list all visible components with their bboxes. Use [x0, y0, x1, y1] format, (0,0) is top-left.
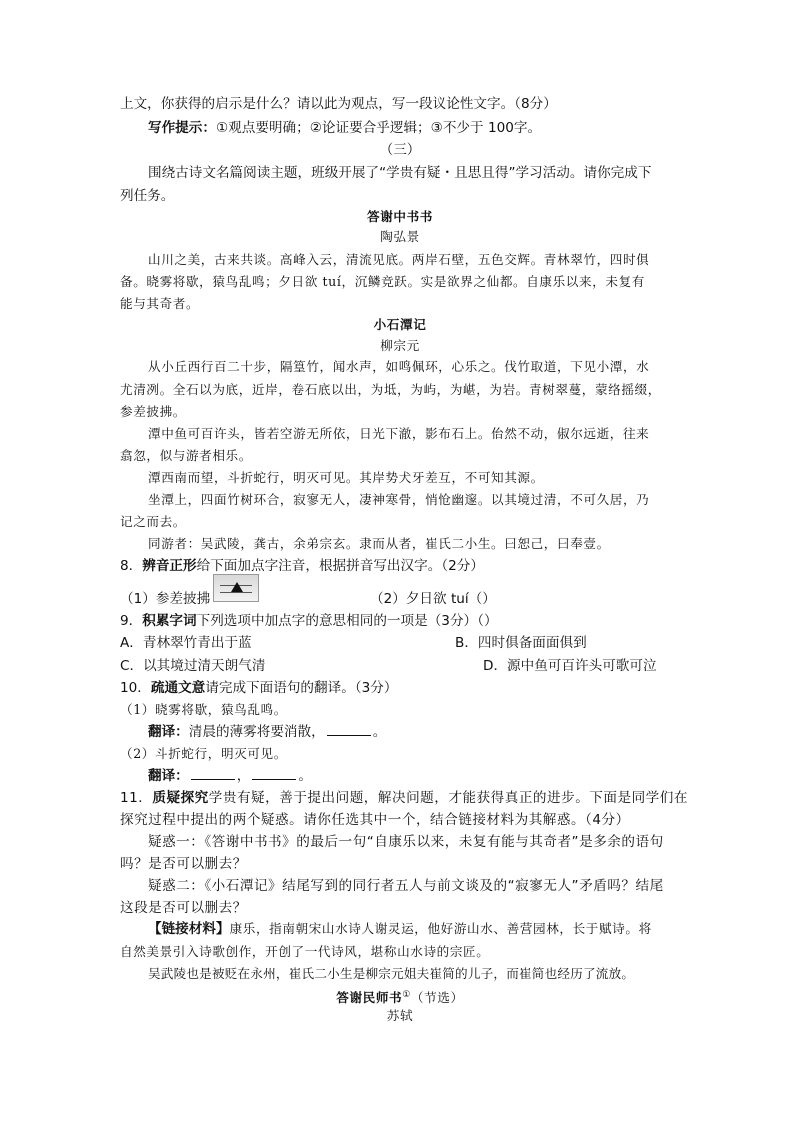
text2-author: 柳宗元 [380, 338, 420, 353]
text2-p3: 潭西南而望，斗折蛇行，明灭可见。其岸势犬牙差互，不可知其源。 [148, 470, 544, 485]
q10-item-1-translation: 翻译：清晨的薄雾将要消散， 。 [148, 724, 387, 740]
activity-intro-2: 列任务。 [120, 188, 175, 204]
text1-line-3: 能与其奇者。 [120, 296, 200, 311]
text1-title: 答谢中书书 [367, 209, 433, 224]
q9-number: 9． [120, 613, 143, 629]
text2-p4-line-1: 坐潭上，四面竹树环合，寂寥无人，凄神寒骨，悄怆幽邃。以其境过清，不可久居，乃 [148, 492, 650, 507]
text3-excerpt-note: （节选） [410, 990, 464, 1006]
q8-item-2: （2）夕日欲 tuí（） [370, 591, 496, 607]
writing-hint [148, 118, 708, 138]
text2-p4-line-2: 记之而去。 [120, 514, 186, 529]
text2-p5: 同游者：吴武陵，龚古，余弟宗玄。隶而从者，崔氏二小生。曰恕己，曰奉壹。 [148, 536, 610, 551]
q11-label: 质疑探究 [152, 790, 209, 806]
question-11-line-2: 探究过程中提出的两个疑惑。请你任选其中一个，结合链接材料为其解惑。（4分） [120, 812, 630, 828]
text2-p1-line-1: 从小丘西行百二十步，隔篁竹，闻水声，如鸣佩环，心乐之。伐竹取道，下见小潭，水 [148, 359, 650, 374]
text1-line-2: 备。晓雾将歇，猿鸟乱鸣；夕日欲 tuí，沉鳞竞跃。实是欲界之仙都。自康乐以来，未复有 [120, 274, 645, 289]
text2-p1-line-2: 尤清冽。全石以为底，近岸，卷石底以出，为坻，为屿，为嵁，为岩。青树翠蔓，蒙络摇缀， [120, 382, 661, 397]
doubt-1-line-1: 疑惑一：《答谢中书书》的最后一句“自康乐以来，未复有能与其奇者”是多余的语句 [148, 834, 664, 850]
link-material-text: 康乐，指南朝宋山水诗人谢灵运，他好游山水、善营园林，长于赋诗。将 [229, 921, 652, 936]
q10-text: 请完成下面语句的翻译。（3分） [205, 680, 398, 696]
q10-2-translation-label: 翻译： [148, 768, 189, 784]
q8-text: 给下面加点字注音，根据拼音写出汉字。（2分） [196, 558, 484, 574]
answer-image-placeholder [213, 574, 259, 602]
question-9 [120, 611, 680, 631]
q11-number: 11． [120, 790, 153, 806]
link-material-label: 【链接材料】 [148, 921, 230, 937]
writing-hint-label: 写作提示： [148, 120, 216, 136]
q10-1-translation-label: 翻译： [148, 724, 189, 740]
text2-title: 小石潭记 [373, 317, 427, 332]
q9-option-c: C．以其境过清天朗气清 [120, 658, 266, 674]
q11-text: 学贵有疑，善于提出问题，解决问题，才能获得真正的进步。下面是同学们在 [208, 790, 688, 806]
q9-option-b: B．四时俱备面面俱到 [455, 635, 587, 651]
q10-item-1: （1）晓雾将歇，猿鸟乱鸣。 [120, 702, 287, 717]
question-8 [120, 556, 680, 576]
doubt-2-line-1: 疑惑二：《小石潭记》结尾写到的同行者五人与前文谈及的“寂寥无人”矛盾吗？结尾 [148, 878, 664, 894]
q10-item-2: （2）斗折蛇行，明灭可见。 [120, 746, 287, 761]
intro-line-1: 上文，你获得的启示是什么？请以此为观点，写一段议论性文字。（8分） [120, 96, 557, 112]
text3-title-text: 答谢民师书 [336, 990, 403, 1006]
q9-option-a: A．青林翠竹青出于蓝 [120, 635, 252, 651]
q9-text: 下列选项中加点字的意思相同的一项是（3分）（） [196, 613, 498, 629]
text1-line-1: 山川之美，古来共谈。高峰入云，清流见底。两岸石壁，五色交辉。青林翠竹，四时俱 [148, 252, 650, 267]
text1-author: 陶弘景 [380, 229, 420, 244]
section-three-heading: （三） [379, 142, 421, 158]
link-material-line-2: 自然美景引入诗歌创作，开创了一代诗风，堪称山水诗的宗匠。 [120, 944, 490, 959]
text2-p2-line-2: 翕忽，似与游者相乐。 [120, 448, 252, 463]
q10-1-translation-text: 清晨的薄雾将要消散， [188, 724, 325, 740]
q8-item-1: （1）参差披拂 [120, 591, 211, 607]
q8-label: 辨音正形 [142, 558, 197, 574]
text3-footnote-marker: ① [402, 990, 411, 1000]
text3-title [120, 985, 680, 1008]
q10-label: 疏通文意 [150, 680, 206, 696]
text3-author: 苏轼 [386, 1008, 414, 1023]
answer-blank[interactable] [327, 722, 371, 736]
q9-label: 积累字词 [142, 613, 197, 629]
link-material-line-3: 吴武陵也是被贬在永州，崔氏二小生是柳宗元姐夫崔简的儿子，而崔简也经历了流放。 [148, 966, 635, 981]
text2-p1-line-3: 参差披拂。 [120, 404, 186, 419]
activity-intro-1: 围绕古诗文名篇阅读主题，班级开展了“学贵有疑・且思且得”学习活动。请你完成下 [148, 165, 652, 181]
q10-item-2-translation: 翻译： ， 。 [148, 768, 312, 784]
doubt-1-line-2: 吗？是否可以删去？ [120, 856, 247, 872]
question-10 [120, 678, 680, 698]
answer-blank[interactable] [252, 766, 296, 780]
q8-number: 8． [120, 558, 143, 574]
question-11-line-1 [120, 788, 688, 808]
q10-number: 10． [120, 680, 151, 696]
q9-option-d: D．源中鱼可百许头可歌可泣 [483, 658, 657, 674]
answer-blank[interactable] [191, 766, 235, 780]
doubt-2-line-2: 这段是否可以删去？ [120, 900, 247, 916]
writing-hint-text: ①观点要明确；②论证要合乎逻辑；③不少于 100字。 [215, 120, 542, 136]
text2-p2-line-1: 潭中鱼可百许头，皆若空游无所依，日光下澈，影布石上。佁然不动，俶尔远逝，往来 [148, 426, 650, 441]
link-material-line-1 [148, 919, 708, 939]
